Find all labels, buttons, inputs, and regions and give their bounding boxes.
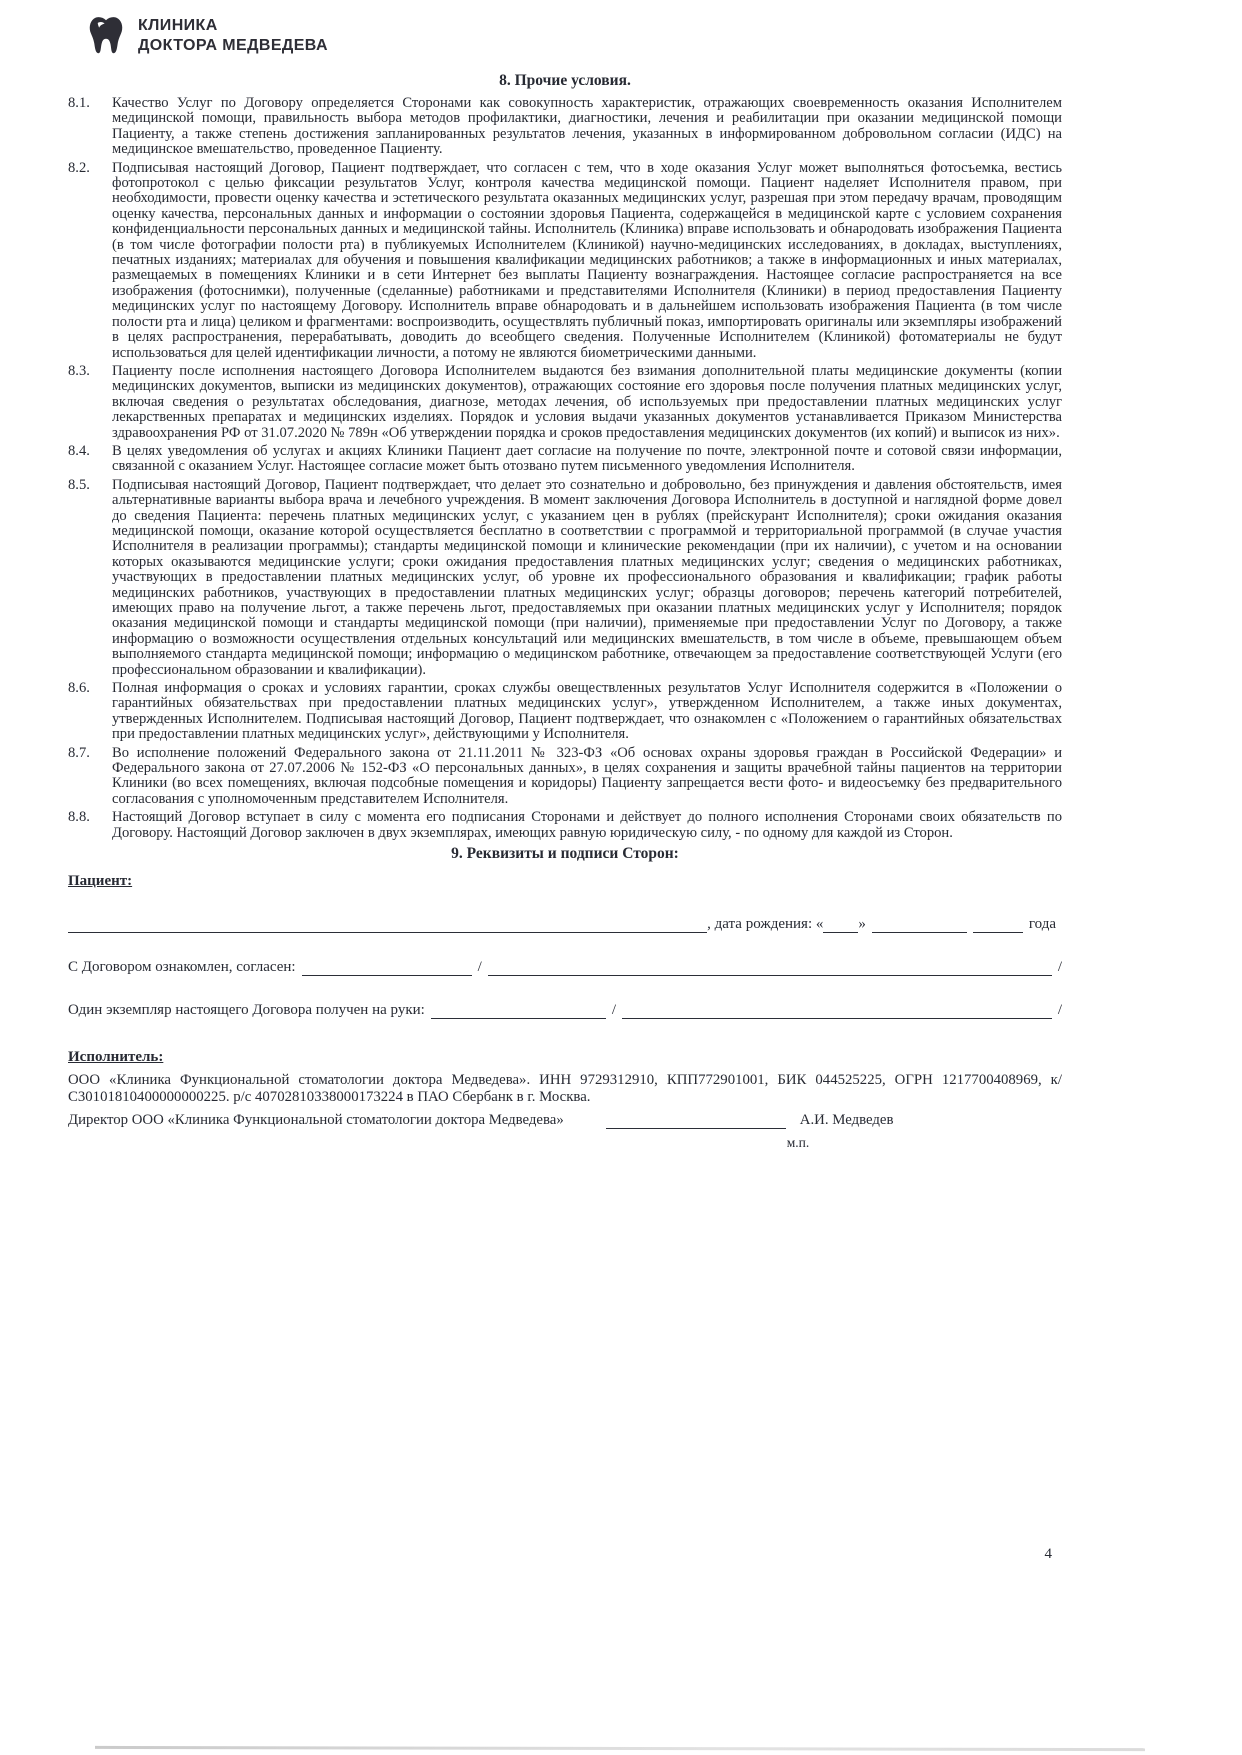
clause-number: 8.1. — [68, 95, 90, 111]
clause-number: 8.6. — [68, 680, 90, 697]
clause-number: 8.5. — [68, 476, 90, 493]
clinic-name-line2: ДОКТОРА МЕДВЕДЕВА — [138, 37, 328, 54]
patient-label: Пациент: — [68, 873, 133, 890]
birth-month-line — [872, 918, 967, 933]
slash-separator: / — [477, 959, 482, 976]
clause-8-3 — [68, 364, 1062, 441]
clauses-list — [68, 96, 1062, 841]
slash-separator: / — [1057, 1002, 1062, 1019]
executor-details: ООО «Клиника Функциональной стоматологии доктора Медведева». ИНН 9729312910, КПП772901001, БИК 044525225, ОГРН 1217700408969, к/С30101810400000000225. р/с 40702810338000173224 в ПАО Сбербанк в г. Москва. — [68, 1072, 1062, 1106]
copy-signature-line — [431, 1004, 606, 1019]
director-name: А.И. Медведев — [799, 1112, 894, 1129]
clause-text: В целях уведомления об услугах и акциях Клиники Пациент дает согласие на получение по почте, электронной почте и сотовой связи информации, связанной с оказанием Услуг. Настоящее согласие может быть отозвано путем письменного уведомления Исполнителя. — [112, 442, 1062, 475]
copy-fullname-line — [622, 1004, 1052, 1019]
copy-received-row — [68, 1002, 1062, 1019]
clause-number: 8.3. — [68, 362, 90, 379]
acknowledgement-label: С Договором ознакомлен, согласен: — [68, 959, 296, 976]
scan-edge-artifact — [95, 1746, 1145, 1751]
clause-number: 8.2. — [68, 159, 90, 176]
clause-text: Подписывая настоящий Договор, Пациент подтверждает, что делает это сознательно и добровольно, без принуждения и давления обстоятельств, имея альтернативные варианты выбора врача и лечебного учреждения. В момент заключения Договора Исполнитель в доступной и наглядной форме довел до сведения Пациента: перечень платных медицинских услуг, с указанием цен в рублях (прейскурант Исполнителя); сроки ожидания оказания медицинской помощи, оказание которой осуществляется бесплатно в соответствии с программой и территориальной программой (в случае участия Исполнителя в реализации программы); стандарты медицинской помощи и клинические рекомендации (при их наличии), с учетом и на основании которых оказываются медицинские услуги; сроки ожидания предоставления платных медицинских услуг; сведения о медицинских работниках, участвующих в предоставлении платных медицинских услуг, об уровне их профессионального образования и квалификации; график работы медицинских работников, участвующих в предоставлении платных медицинских услуг; образцы договоров; перечень категорий потребителей, имеющих право на получение льгот, а также перечень льгот, предоставляемых при оказании платных медицинских услуг у Исполнителя; порядок оказания медицинской помощи и стандарты медицинской помощи (при наличии), применяемые при предоставлении Услуг по Договору, а также информацию о возможности осуществления отдельных консультаций или медицинских вмешательств, в том числе в объеме, превышающем объем выполняемого стандарта медицинской помощи; информацию о медицинском работнике, отвечающем за предоставление соответствующей Услуги (его профессиональном образовании и квалификации). — [112, 476, 1062, 678]
page-number: 4 — [1044, 1546, 1052, 1562]
acknowledgement-fullname-line — [488, 961, 1052, 976]
birthdate-prefix: , дата рождения: « — [707, 916, 824, 933]
director-title: Директор ООО «Клиника Функциональной стоматологии доктора Медведева» — [68, 1112, 564, 1129]
acknowledgement-signature-line — [302, 961, 472, 976]
slash-separator: / — [1057, 959, 1062, 976]
birthdate-close-quote: » — [858, 916, 866, 933]
clause-text: Настоящий Договор вступает в силу с момента его подписания Сторонами и действует до полного исполнения Сторонами своих обязательств по Договору. Настоящий Договор заключен в двух экземплярах, имеющих равную юридическую силу, - по одному для каждой из Сторон. — [112, 809, 1062, 841]
clause-text: Качество Услуг по Договору определяется Сторонами как совокупность характеристик, отражающих своевременность оказания Исполнителем медицинской помощи, правильность выбора методов профилактики, диагностики, лечения и реабилитации при оказании медицинской помощи Пациенту, а также степень достижения запланированных результатов лечения, указанных в информированном добровольном согласии (ИДС) на медицинское вмешательство, проведенное Пациенту. — [112, 95, 1062, 158]
section9-title: 9. Реквизиты и подписи Сторон: — [451, 845, 679, 863]
clause-number: 8.7. — [68, 744, 90, 761]
clause-8-5 — [68, 478, 1062, 678]
clause-8-4 — [68, 444, 1062, 475]
clause-text: Полная информация о сроках и условиях гарантии, сроках службы овеществленных результатов Услуг Исполнителя содержится в «Положении о гарантийных обязательствах при предоставлении платных медицинских услуг», утвержденном Исполнителем, а также иных документах, утвержденных Исполнителем. Подписывая настоящий Договор, Пациент подтверждает, что ознакомлен с «Положением о гарантийных обязательствах при предоставлении платных медицинских услуг», действующими у Исполнителя. — [112, 680, 1062, 743]
clause-8-8 — [68, 810, 1062, 841]
copy-received-label: Один экземпляр настоящего Договора получен на руки: — [68, 1002, 425, 1019]
clinic-logo — [84, 14, 1062, 58]
executor-label: Исполнитель: — [68, 1049, 164, 1066]
birthdate-suffix: года — [1028, 916, 1056, 933]
clause-text: Во исполнение положений Федерального закона от 21.11.2011 № 323-ФЗ «Об основах охраны здоровья граждан в Российской Федерации» и Федерального закона от 27.07.2006 № 152-ФЗ «О персональных данных», в целях сохранения и защиты врачебной тайны пациентов на территории Клиники (во всех помещениях, включая подсобные помещения и коридоры) Пациенту запрещается вести фото- и видеосъемку без предварительного согласования с уполномоченным представителем Исполнителя. — [112, 744, 1062, 807]
director-signature-line — [606, 1114, 786, 1129]
clinic-name — [138, 16, 328, 56]
director-signature-row — [68, 1112, 1062, 1129]
clause-8-7 — [68, 746, 1062, 808]
clause-8-1 — [68, 96, 1062, 158]
clause-text: Подписывая настоящий Договор, Пациент подтверждает, что согласен с тем, что в ходе оказания Услуг может выполняться фотосъемка, вестись фотопротокол с целью фиксации результатов Услуг, контроля качества медицинской помощи. Пациент наделяет Исполнителя правом, при необходимости, провести оценку качества и эстетического результата оказанных медицинских услуг, разрешая при этом передачу врачам, проводящим оценку качества, персональных данных и информации о состоянии здоровья Пациента, содержащейся в медицинской карте с условием сохранения конфиденциальности персональных данных и медицинской тайны. Исполнитель (Клиника) вправе использовать и обнародовать изображения Пациента (в том числе фотографии полости рта) в публикуемых Исполнителем (Клиникой) научно-медицинских исследованиях, в докладах, выступлениях, печатных изданиях; материалах для обучения и повышения квалификации медицинских работников; а также в информационных и иных материалах, размещаемых в помещениях Клиники и в сети Интернет без выплаты Пациенту вознаграждения. Настоящее согласие распространяется на все изображения (фотоснимки), полученные (сделанные) работниками и представителями Исполнителя (Клиники) в период предоставления Пациенту медицинских услуг по настоящему Договору. Исполнитель вправе обнародовать и в дальнейшем использовать изображения Пациента (в том числе полости рта и лица) целиком и фрагментами: воспроизводить, осуществлять публичный показ, импортировать оригиналы или экземпляры изображений в целях распространения, перерабатывать, доводить до всеобщего сведения. Полученные Исполнителем (Клиникой) фотоматериалы не будут использоваться для целей идентификации личности, а потому не являются биометрическими данными. — [112, 159, 1062, 361]
clause-text: Пациенту после исполнения настоящего Договора Исполнителем выдаются без взимания дополнительной платы медицинские документы (копии медицинских документов, выписки из медицинских документов), отражающих состояние его здоровья после получения платных медицинских услуг, включая сведения о результатах обследования, диагнозе, методах лечения, об используемых при предоставлении платных медицинских услуг лекарственных препаратах и медицинских изделиях. Порядок и условия выдачи указанных документов устанавливается Приказом Министерства здравоохранения РФ от 31.07.2020 № 789н «Об утверждении порядка и сроков предоставления медицинских документов (их копий) и выписок из них». — [112, 362, 1062, 441]
patient-name-line — [68, 918, 707, 933]
birth-year-line — [973, 918, 1023, 933]
clause-number: 8.4. — [68, 442, 90, 459]
section8-title: 8. Прочие условия. — [499, 72, 631, 89]
clause-8-2 — [68, 161, 1062, 361]
tooth-logo-icon — [84, 14, 128, 58]
clause-number: 8.8. — [68, 809, 90, 826]
birth-day-line — [823, 918, 858, 933]
slash-separator: / — [611, 1002, 616, 1019]
clause-8-6 — [68, 681, 1062, 743]
acknowledgement-row — [68, 959, 1062, 976]
patient-name-row — [68, 916, 1062, 933]
clinic-name-line1: КЛИНИКА — [138, 17, 218, 34]
stamp-placeholder: м.п. — [786, 1135, 810, 1151]
